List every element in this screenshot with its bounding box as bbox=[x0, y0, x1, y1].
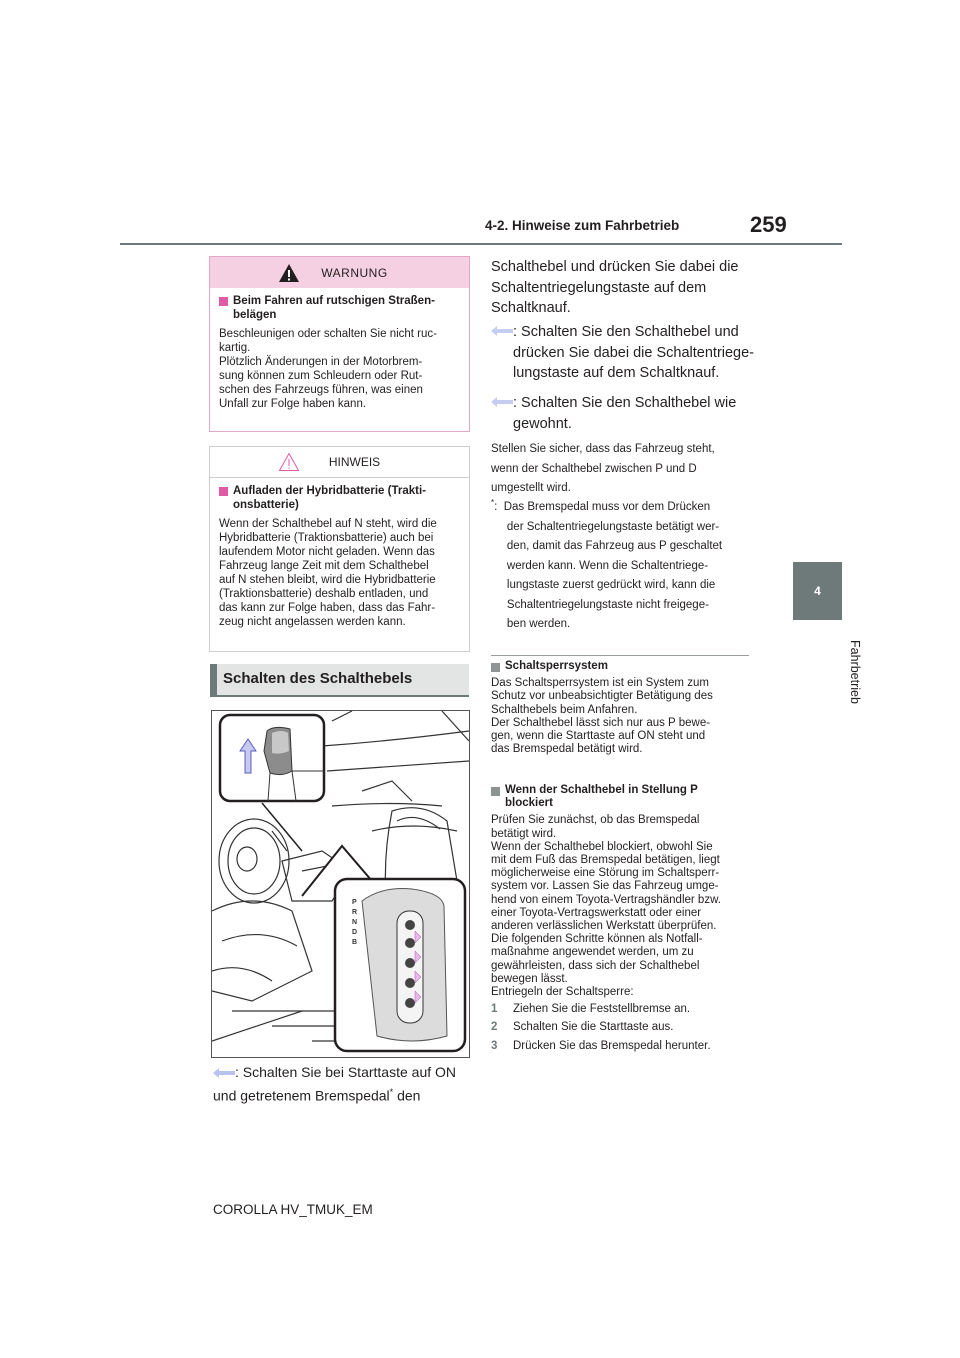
warning-title: WARNUNG bbox=[321, 265, 388, 280]
square-bullet-icon bbox=[491, 663, 500, 672]
note-title: HINWEIS bbox=[328, 455, 381, 469]
section-divider bbox=[491, 655, 749, 656]
left-arrow-icon bbox=[491, 397, 513, 407]
section-heading bbox=[210, 664, 469, 697]
footnote-mark: * bbox=[491, 498, 495, 507]
shift-note: Stellen Sie sicher, dass das Fahrzeug steht, wenn der Schalthebel zwischen P und D umgestellt wird. bbox=[491, 443, 715, 494]
section-header: 4-2. Hinweise zum Fahrbetrieb bbox=[485, 218, 680, 233]
section-title: Schalten des Schalthebels bbox=[223, 670, 413, 687]
square-bullet-icon bbox=[491, 787, 500, 796]
caption-continuation: Schalthebel und drücken Sie dabei die Schaltentriegelungstaste auf dem Schaltknauf. bbox=[491, 259, 739, 316]
header-rule bbox=[120, 243, 842, 245]
steps-list bbox=[491, 1003, 756, 1053]
blocked-heading: Wenn der Schalthebel in Stellung P blockiert bbox=[491, 784, 756, 810]
shiftlock-heading: Schaltsperrsystem bbox=[491, 660, 751, 673]
caption-item-3: : Schalten Sie den Schalthebel wie gewohnt. bbox=[491, 393, 761, 434]
left-arrow-icon bbox=[213, 1068, 235, 1078]
caution-triangle-icon bbox=[278, 452, 300, 472]
footnote bbox=[491, 498, 761, 635]
gear-letter: P bbox=[352, 899, 357, 906]
shift-lever-illustration bbox=[211, 710, 470, 1058]
gear-letter: D bbox=[352, 929, 358, 936]
shiftlock-section bbox=[491, 660, 751, 756]
footnote-star: * bbox=[389, 1087, 394, 1097]
footnote-text: : Das Bremspedal muss vor dem Drücken der Schaltentriegelungstaste betätigt wer- den, damit das Fahrzeug aus P geschaltet werden kann. Wenn die Schaltentriege- lungstaste zuerst gedrückt wird, kann die Schaltentriegelungstaste nicht freigege- ben werden. bbox=[494, 501, 723, 630]
warning-body: Beschleunigen oder schalten Sie nicht ruc- kartig. Plötzlich Änderungen in der Motorbrem- sung können zum Schleudern oder Rut- schen des Fahrzeugs führen, was einen Unfall zur Folge haben kann. bbox=[219, 328, 437, 410]
note-heading: Aufladen der Hybridbatterie (Trakti- onsbatterie) bbox=[219, 484, 459, 512]
chapter-number: 4 bbox=[814, 584, 821, 598]
warning-triangle-icon bbox=[278, 263, 300, 283]
left-arrow-icon bbox=[491, 326, 513, 336]
gear-letter: R bbox=[352, 909, 358, 916]
footer-model-code: COROLLA HV_TMUK_EM bbox=[213, 1202, 373, 1217]
warning-heading: Beim Fahren auf rutschigen Straßen- belägen bbox=[219, 294, 459, 322]
caption-line2: und getretenem Bremspedal bbox=[213, 1087, 390, 1104]
chapter-tab[interactable] bbox=[793, 562, 842, 620]
caption-item-2: : Schalten Sie den Schalthebel und drücken Sie dabei die Schaltentriege- lungstaste auf dem Schaltknauf. bbox=[491, 322, 761, 384]
gear-letter: B bbox=[352, 939, 358, 946]
note-box bbox=[209, 446, 470, 652]
section-bar bbox=[210, 664, 217, 695]
shiftlock-body: Das Schaltsperrsystem ist ein System zum Schutz vor unbeabsichtigter Betätigung des Schalthebels beim Anfahren. Der Schalthebel lässt sich nur aus P bewe- gen, wenn die Starttaste auf ON steht und das Bremspedal betätigt wird. bbox=[491, 677, 713, 756]
list-item: 3 Drücken Sie das Bremspedal herunter. bbox=[491, 1039, 711, 1052]
caption-line1: : Schalten Sie bei Starttaste auf ON bbox=[235, 1064, 457, 1080]
chapter-label: Fahrbetrieb bbox=[848, 640, 862, 704]
car-interior-drawing bbox=[212, 711, 469, 1057]
page-number: 259 bbox=[750, 212, 787, 237]
square-bullet-icon bbox=[219, 487, 228, 496]
square-bullet-icon bbox=[219, 297, 228, 306]
warning-box bbox=[209, 256, 470, 432]
blocked-section bbox=[491, 784, 756, 1053]
figure-caption bbox=[213, 1062, 473, 1106]
note-body: Wenn der Schalthebel auf N steht, wird die Hybridbatterie (Traktionsbatterie) auch bei laufendem Motor nicht geladen. Wenn das Fahrzeug lange Zeit mit dem Schalthebel auf N stehen bleibt, wird die Hybridbatterie (Traktionsbatterie) deshalb entladen, und das kann zur Folge haben, dass das Fahr- zeug nicht angelassen werden kann. bbox=[219, 518, 437, 628]
warning-header bbox=[210, 257, 469, 288]
blocked-body: Prüfen Sie zunächst, ob das Bremspedal betätigt wird. Wenn der Schalthebel blockiert, obwohl Sie mit dem Fuß das Bremspedal betätigen, liegt möglicherweise eine Störung im Schaltsperr- system vor. Lassen Sie das Fahrzeug umge- hend von einem Toyota-Vertragshändler bzw. einer Toyota-Vertragswerkstatt oder einer anderen verlässlichen Werkstatt überprüfen. Die folgenden Schritte können als Notfall- maßnahme angewendet werden, um zu gewährleisten, dass sich der Schalthebel bewegen lässt. Entriegeln der Schaltsperre: bbox=[491, 814, 721, 999]
gear-letter: N bbox=[352, 919, 358, 926]
list-item: 2 Schalten Sie die Starttaste aus. bbox=[491, 1021, 674, 1034]
list-item: 1 Ziehen Sie die Feststellbremse an. bbox=[491, 1003, 691, 1016]
caption-line2-end: den bbox=[393, 1087, 421, 1104]
note-header bbox=[210, 447, 469, 478]
